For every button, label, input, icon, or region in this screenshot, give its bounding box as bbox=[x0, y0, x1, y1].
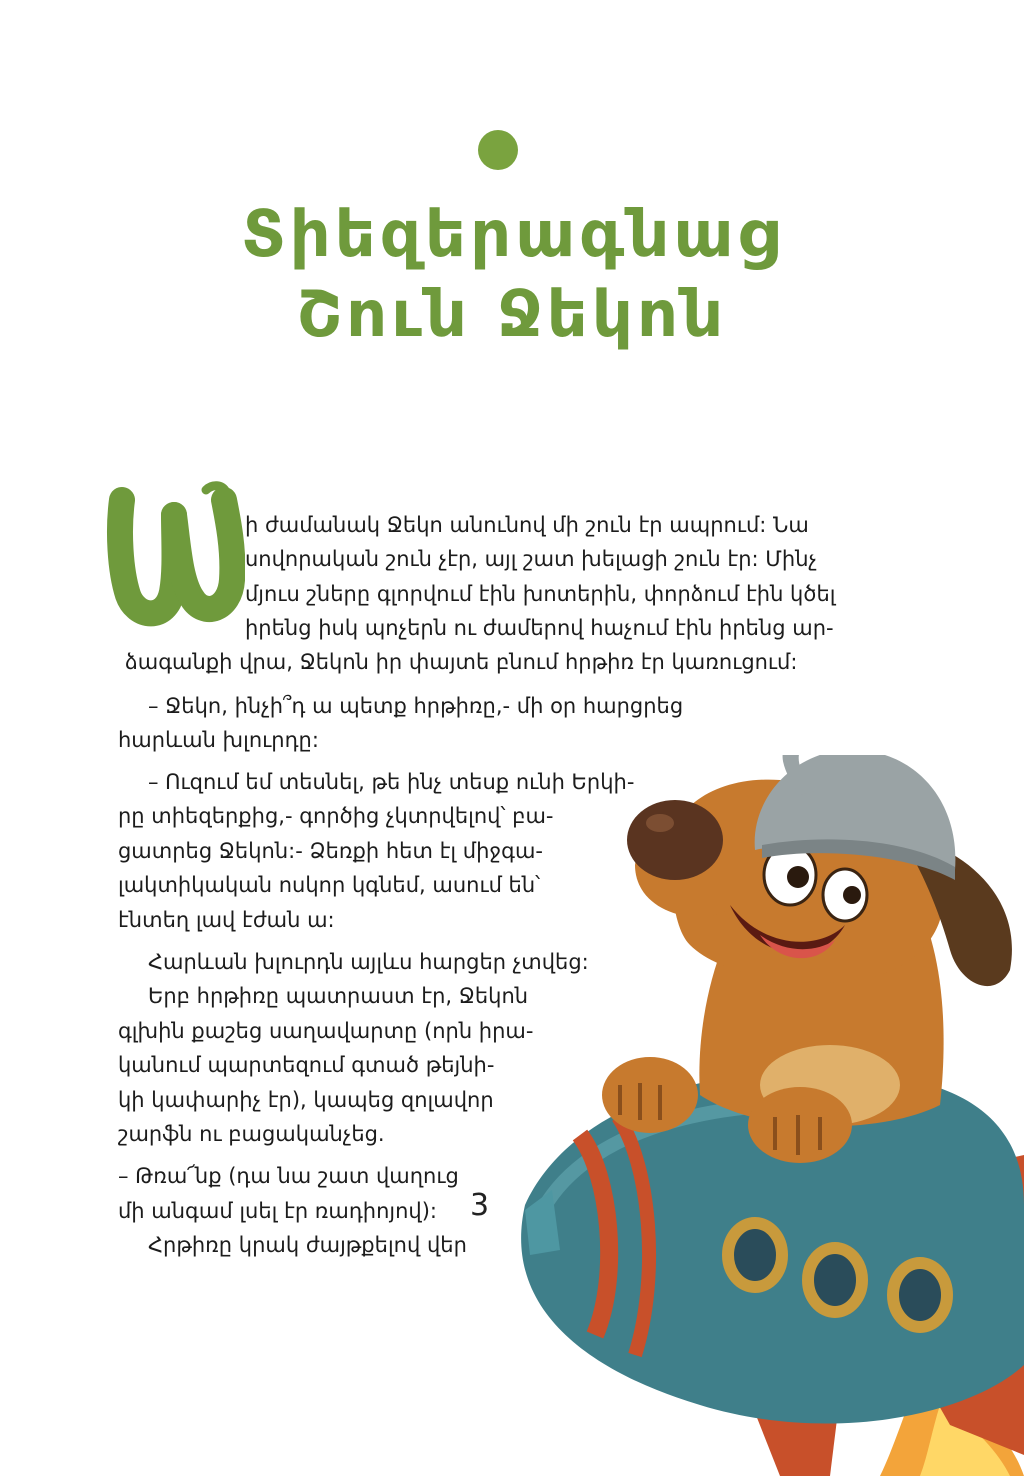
story-line: սովորական շուն չէր, այլ շատ խելացի շուն էր: Մինչ bbox=[245, 547, 818, 571]
story-line: հարևան խլուրդը: bbox=[118, 728, 319, 752]
story-line: – Թռա՜նք (դա նա շատ վաղուց bbox=[118, 1164, 459, 1188]
story-line: իրենց իսկ պոչերն ու ժամերով հաչում էին իրենց ար- bbox=[245, 616, 834, 640]
story-line: – Ուզում եմ տեսնել, թե ինչ տեսք ունի Երկի- bbox=[148, 770, 635, 794]
story-line: լակտիկական ոսկոր կգնեմ, ասում են՝ bbox=[118, 873, 541, 897]
chapter-title-line-2: Շուն Ջեկոն bbox=[296, 278, 728, 352]
story-line: կանում պարտեզում գտած թեյնի- bbox=[118, 1053, 495, 1077]
story-line: Երբ հրթիռը պատրաստ էր, Ջեկոն bbox=[148, 984, 529, 1008]
title-dot bbox=[478, 130, 518, 170]
dog-rocket-illustration bbox=[500, 755, 1024, 1476]
story-line: – Ջեկո, ինչի՞դ ա պետք հրթիռը,- մի օր հարցրեց bbox=[148, 694, 684, 718]
story-line: էնտեղ լավ էժան ա: bbox=[118, 908, 335, 932]
page-number: 3 bbox=[470, 1188, 490, 1223]
story-line: կի կափարիչ էր), կապեց զոլավոր bbox=[118, 1088, 494, 1112]
story-line: ձագանքի վրա, Ջեկոն իր փայտե բնում հրթիռ էր կառուցում: bbox=[125, 650, 798, 674]
drop-cap-letter bbox=[100, 470, 245, 630]
story-line: Հարևան խլուրդն այլևս հարցեր չտվեց: bbox=[148, 950, 589, 974]
story-line: Հրթիռը կրակ ժայթքելով վեր bbox=[148, 1233, 467, 1257]
story-line: ի ժամանակ Ջեկո անունով մի շուն էր ապրում: Նա bbox=[245, 513, 809, 537]
story-line: մի անգամ լսել էր ռադիոյով): bbox=[118, 1199, 438, 1223]
story-line: մյուս շները գլորվում էին խոտերին, փորձում էին կծել bbox=[245, 582, 836, 606]
story-line: գլխին քաշեց սաղավարտը (որն իրա- bbox=[118, 1019, 534, 1043]
chapter-title-line-1: Տիեզերագնաց bbox=[241, 198, 783, 272]
story-line: րը տիեզերքից,- գործից չկտրվելով՝ բա- bbox=[118, 804, 554, 828]
story-line: շարֆն ու բացականչեց. bbox=[118, 1122, 385, 1146]
story-line: ցատրեց Ջեկոն:- Ձեռքի հետ էլ միջգա- bbox=[118, 839, 543, 863]
